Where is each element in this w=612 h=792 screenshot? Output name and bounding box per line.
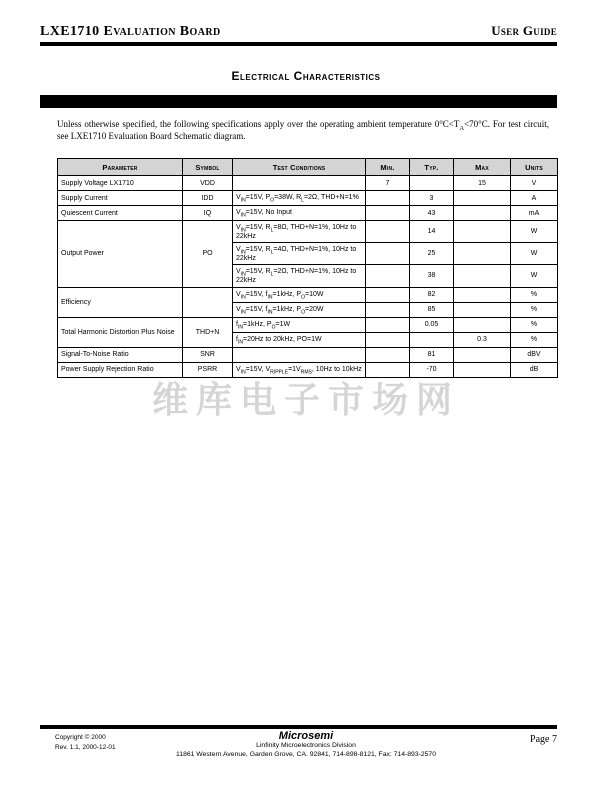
table-cell-cond: $f_{IN}=20Hz$ to 20kHz, PO=1W bbox=[233, 332, 366, 347]
header-divider bbox=[40, 42, 557, 46]
table-cell-unit: A bbox=[511, 191, 558, 206]
section-title-bar bbox=[40, 95, 557, 108]
table-cell-val: 25 bbox=[410, 243, 454, 265]
table-cell-val bbox=[454, 302, 511, 317]
table-cell-val bbox=[454, 317, 511, 332]
table-cell-val: 15 bbox=[454, 176, 511, 191]
table-cell-sym: VDD bbox=[183, 176, 233, 191]
intro-paragraph: Unless otherwise specified, the following specifications apply over the operating ambient temperature $0^\circ C<T_A<70^\circ C$. For test circuit, see LXE1710 Evaluation Board Schematic diagram. bbox=[57, 119, 549, 141]
table-row bbox=[58, 176, 558, 191]
table-cell-unit: % bbox=[511, 332, 558, 347]
table-cell-cond: $V_{IN}=15V$, $f_{IN}=1kHz$, $P_O=10W$ bbox=[233, 287, 366, 302]
table-cell-val bbox=[454, 206, 511, 221]
table-cell-val: 43 bbox=[410, 206, 454, 221]
table-cell-cond: $V_{IN}=15V$, No Input bbox=[233, 206, 366, 221]
table-cell-val bbox=[454, 265, 511, 287]
table-cell-val bbox=[366, 221, 410, 243]
table-cell-param: Efficiency bbox=[58, 287, 183, 317]
table-cell-sym: SNR bbox=[183, 347, 233, 362]
column-header: Parameter bbox=[58, 159, 183, 176]
table-cell-val bbox=[410, 332, 454, 347]
table-cell-param: Signal-To-Noise Ratio bbox=[58, 347, 183, 362]
table-cell-val: 0.3 bbox=[454, 332, 511, 347]
table-cell-val bbox=[366, 243, 410, 265]
table-cell-sym: THD+N bbox=[183, 317, 233, 347]
company-division: Linfinity Microelectronics Division bbox=[256, 742, 356, 750]
section-title: Electrical Characteristics bbox=[231, 69, 381, 83]
table-cell-val bbox=[366, 265, 410, 287]
table-cell-val bbox=[366, 191, 410, 206]
table-cell-unit: mA bbox=[511, 206, 558, 221]
table-cell-cond: $V_{IN}=15V$, $f_{IN}=1kHz$, $P_O=20W$ bbox=[233, 302, 366, 317]
table-cell-unit: W bbox=[511, 221, 558, 243]
table-cell-val bbox=[366, 302, 410, 317]
table-cell-unit: dB bbox=[511, 362, 558, 377]
table-cell-cond: $V_{IN}=15V$, $V_{RIPPLE}=1V_{RMS}$, 10Hz to 10kHz bbox=[233, 362, 366, 377]
table-cell-sym: IDD bbox=[183, 191, 233, 206]
company-block bbox=[106, 730, 506, 760]
document-header bbox=[40, 23, 557, 40]
table-cell-unit: % bbox=[511, 317, 558, 332]
watermark: 维库电子市场网 bbox=[151, 379, 460, 420]
table-cell-unit: % bbox=[511, 287, 558, 302]
table-cell-param: Power Supply Rejection Ratio bbox=[58, 362, 183, 377]
table-row bbox=[58, 206, 558, 221]
table-cell-cond bbox=[233, 176, 366, 191]
table-cell-val bbox=[454, 287, 511, 302]
table-cell-unit: % bbox=[511, 302, 558, 317]
table-row bbox=[58, 191, 558, 206]
company-name: Microsemi bbox=[278, 730, 334, 742]
table-cell-val: 38 bbox=[410, 265, 454, 287]
table-cell-param: Supply Current bbox=[58, 191, 183, 206]
revision-line: Rev. 1.1, 2000-12-01 bbox=[55, 743, 116, 751]
table-cell-val: 82 bbox=[410, 287, 454, 302]
table-cell-cond: $V_{IN}=15V$, $R_L=2\Omega$, THD+N=1%, 10Hz to 22kHz bbox=[233, 265, 366, 287]
table-cell-unit: V bbox=[511, 176, 558, 191]
table-cell-param: Quiescent Current bbox=[58, 206, 183, 221]
table-cell-val bbox=[454, 191, 511, 206]
table-cell-param: Supply Voltage LX1710 bbox=[58, 176, 183, 191]
table-header bbox=[58, 159, 558, 176]
table-row bbox=[58, 287, 558, 302]
table-cell-val: 14 bbox=[410, 221, 454, 243]
table-cell-val: -70 bbox=[410, 362, 454, 377]
table-cell-unit: W bbox=[511, 243, 558, 265]
table-cell-sym: IQ bbox=[183, 206, 233, 221]
table-cell-unit: dBV bbox=[511, 347, 558, 362]
table-cell-sym: PSRR bbox=[183, 362, 233, 377]
table-cell-val bbox=[410, 176, 454, 191]
table-cell-param: Output Power bbox=[58, 221, 183, 288]
table-cell-val bbox=[454, 243, 511, 265]
table-row bbox=[58, 317, 558, 332]
table-cell-val bbox=[366, 332, 410, 347]
column-header: Typ. bbox=[410, 159, 454, 176]
table-cell-val bbox=[454, 347, 511, 362]
table-cell-cond: $V_{IN}=15V$, $R_L=4\Omega$, THD+N=1%, 10Hz to 22kHz bbox=[233, 243, 366, 265]
company-address: 11861 Western Avenue, Garden Grove, CA. 92841, 714-898-8121, Fax: 714-893-2570 bbox=[176, 750, 436, 758]
column-header: Symbol bbox=[183, 159, 233, 176]
column-header: Max bbox=[454, 159, 511, 176]
document-type: User Guide bbox=[491, 23, 557, 38]
table-cell-val: 81 bbox=[410, 347, 454, 362]
table-cell-cond: $f_{IN}=1kHz$, $P_O=1W$ bbox=[233, 317, 366, 332]
table-row bbox=[58, 347, 558, 362]
table-row bbox=[58, 221, 558, 243]
column-header: Min. bbox=[366, 159, 410, 176]
table-cell-cond bbox=[233, 347, 366, 362]
table-cell-val bbox=[366, 206, 410, 221]
column-header: Units bbox=[511, 159, 558, 176]
table-cell-cond: $V_{IN}=15V$, $P_O=38W$, $R_L=2\Omega$, THD+N=1% bbox=[233, 191, 366, 206]
table-cell-val bbox=[366, 287, 410, 302]
document-title: LXE1710 Evaluation Board bbox=[40, 24, 221, 39]
table-cell-sym: PO bbox=[183, 221, 233, 288]
table-head-row bbox=[58, 159, 558, 176]
table-cell-val bbox=[366, 347, 410, 362]
table-cell-val: 0.05 bbox=[410, 317, 454, 332]
table-cell-val: 85 bbox=[410, 302, 454, 317]
table-cell-val bbox=[366, 317, 410, 332]
table-body bbox=[58, 176, 558, 378]
table-cell-sym bbox=[183, 287, 233, 317]
table-cell-param: Total Harmonic Distortion Plus Noise bbox=[58, 317, 183, 347]
table-cell-unit: W bbox=[511, 265, 558, 287]
page-number: Page 7 bbox=[530, 734, 557, 745]
footer-divider bbox=[40, 725, 557, 729]
table-cell-val: 3 bbox=[410, 191, 454, 206]
spec-table bbox=[57, 158, 558, 378]
table-cell-cond: $V_{IN}=15V$, $R_L=8\Omega$, THD+N=1%, 10Hz to 22kHz bbox=[233, 221, 366, 243]
table-cell-val: 7 bbox=[366, 176, 410, 191]
table-cell-val bbox=[454, 221, 511, 243]
column-header: Test Conditions bbox=[233, 159, 366, 176]
copyright-line: Copyright © 2000 bbox=[55, 734, 106, 741]
